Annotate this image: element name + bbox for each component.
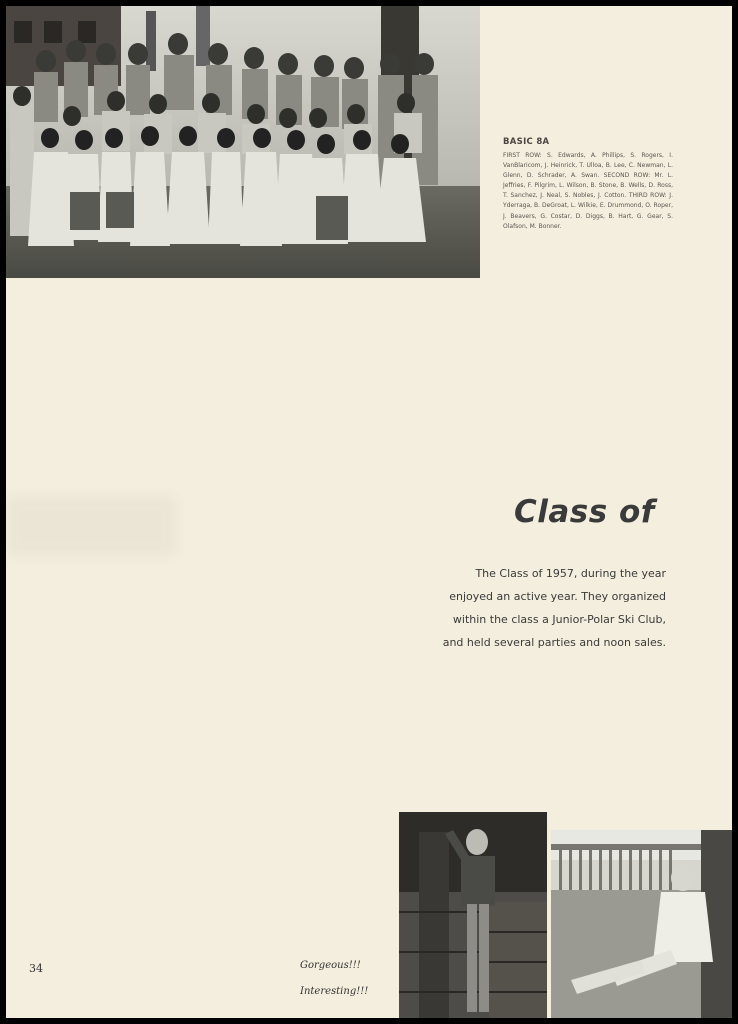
candid-photo-girl — [551, 830, 732, 1018]
class-group-photo — [6, 6, 480, 278]
candid-photo-boy — [399, 812, 547, 1018]
intro-line: and held several parties and noon sales. — [442, 636, 666, 649]
caption-title: BASIC 8A — [503, 137, 550, 147]
caption-names: FIRST ROW: S. Edwards, A. Phillips, S. Rogers, I. VanBlaricom, J. Heinrick, T. Ulloa, B. Lee, C. Newman, L. Glenn, D. Schrader, A. Swan. SECOND ROW: Mr. L. Jeffries, F. Pilgrim, L. Wilson, B. Stone, B. Wells, D. Ross, T. Sanchez, J. Neal, S. Nobles, J. Cotton. THIRD ROW: J. Yderraga, B. DeGroat, L. Wilkie, E. Drummond, O. Roper, J. Beavers, G. Costar, D. Diggs, B. Hart, G. Gear, S. Olafson, M. Bonner. — [503, 152, 673, 230]
section-heading: Class of — [514, 494, 655, 530]
intro-line: The Class of 1957, during the year — [475, 567, 666, 580]
yearbook-page — [6, 6, 732, 1018]
bleed-through — [6, 496, 176, 556]
page-number: 34 — [29, 962, 43, 975]
intro-line: within the class a Junior-Polar Ski Club, — [452, 613, 666, 626]
class-intro-paragraph — [440, 562, 666, 654]
photo-quote: Gorgeous!!! — [300, 960, 361, 971]
photo-quote: Interesting!!! — [300, 986, 369, 997]
intro-line: enjoyed an active year. They organized — [449, 590, 666, 603]
photo-caption — [503, 137, 673, 232]
